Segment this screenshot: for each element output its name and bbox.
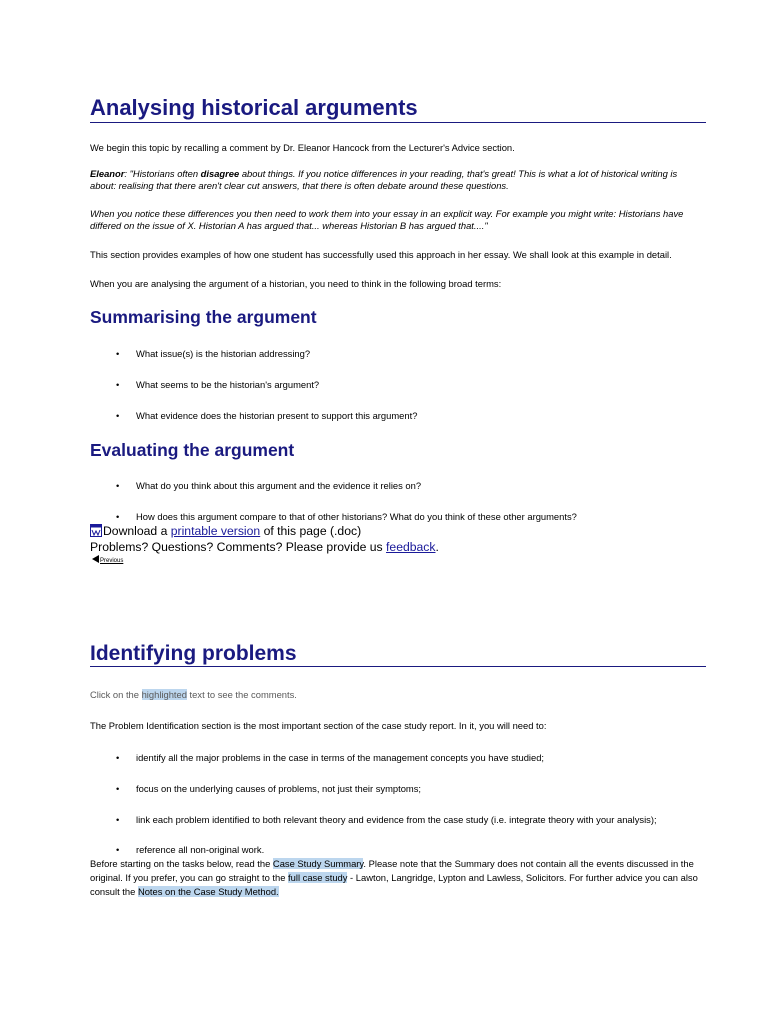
quote-speaker: Eleanor	[90, 168, 125, 179]
quote-emphasis: disagree	[200, 168, 240, 179]
list-item-text: What seems to be the historian's argument?	[136, 379, 320, 390]
closing-text-3: - Lawton, Langridge, Lypton and Lawless, Solicitors. For further advice you can also consult the	[90, 872, 698, 897]
bullet-icon: •	[116, 752, 120, 763]
quote-part2: about things. If you notice differences in your reading, that's great! This is what a lot of historical writing is about: realising that there aren't clear cut answers, that there is often debate around these questions.	[90, 168, 678, 191]
list-item-text: How does this argument compare to that of other historians? What do you think of these other arguments?	[136, 511, 577, 522]
bullet-icon: •	[116, 348, 120, 359]
closing-text-2: . Please note that the Summary does not contain all the events discussed in the original. If you prefer, you can go straight to the	[90, 858, 694, 883]
bullet-icon: •	[116, 783, 120, 794]
doc-icon	[90, 524, 102, 537]
feedback-suffix: .	[435, 540, 439, 554]
case-study-notes-link[interactable]: Notes on the Case Study Method.	[137, 886, 279, 897]
printable-version-link[interactable]: printable version	[170, 524, 261, 538]
bullet-icon: •	[116, 379, 120, 390]
hint-highlight[interactable]: highlighted	[141, 689, 187, 700]
feedback-line	[90, 540, 439, 555]
case-study-summary-link[interactable]: Case Study Summary	[272, 858, 364, 869]
intro-paragraph: We begin this topic by recalling a comment by Dr. Eleanor Hancock from the Lecturer's Advice section.	[90, 142, 515, 153]
section-title-rule	[90, 666, 706, 667]
closing-paragraph	[90, 857, 706, 899]
hint-paragraph	[90, 689, 700, 701]
bullet-icon: •	[116, 511, 120, 522]
list-item-text: reference all non-original work.	[136, 844, 265, 855]
feedback-prefix: Problems? Questions? Comments? Please provide us	[90, 540, 387, 554]
quote-paragraph	[90, 168, 690, 191]
bullet-icon: •	[116, 814, 120, 825]
list-item-text: identify all the major problems in the case in terms of the management concepts you have studied;	[136, 752, 545, 763]
title-rule	[90, 122, 706, 123]
section-title: Identifying problems	[90, 642, 297, 665]
quote-paragraph-2: When you notice these differences you then need to work them into your essay in an explicit way. For example you might write: Historians have differed on the issue of X. Historian A has argued that... whereas Historian B has argued that...."	[90, 208, 684, 231]
feedback-link[interactable]: feedback	[386, 540, 436, 554]
left-arrow-icon	[92, 555, 99, 563]
previous-label: Previous	[100, 558, 124, 564]
download-suffix: of this page (.doc)	[260, 524, 362, 538]
summarising-heading: Summarising the argument	[90, 307, 317, 327]
list-item-text: What evidence does the historian present to support this argument?	[136, 410, 418, 421]
quote-part1: : "Historians often	[124, 168, 201, 179]
bullet-icon: •	[116, 410, 120, 421]
hint-prefix: Click on the	[90, 689, 142, 700]
bullet-icon: •	[116, 480, 120, 491]
page-title: Analysing historical arguments	[90, 95, 418, 120]
problem-intro: The Problem Identification section is the most important section of the case study report. In it, you will need to:	[90, 720, 547, 731]
examples-paragraph: This section provides examples of how one student has successfully used this approach in her essay. We shall look at this example in detail.	[90, 249, 672, 260]
previous-link[interactable]	[92, 555, 123, 564]
bullet-icon: •	[116, 844, 120, 855]
hint-suffix: text to see the comments.	[186, 689, 297, 700]
list-item-text: What do you think about this argument and the evidence it relies on?	[136, 480, 422, 491]
terms-paragraph: When you are analysing the argument of a historian, you need to think in the following broad terms:	[90, 278, 502, 289]
list-item-text: focus on the underlying causes of problems, not just their symptoms;	[136, 783, 422, 794]
download-prefix: Download a	[103, 524, 171, 538]
full-case-study-link[interactable]: full case study	[288, 872, 348, 883]
closing-text-1: Before starting on the tasks below, read the	[90, 858, 273, 869]
download-line	[90, 524, 361, 539]
list-item-text: What issue(s) is the historian addressing?	[136, 348, 311, 359]
evaluating-heading: Evaluating the argument	[90, 440, 295, 460]
list-item-text: link each problem identified to both relevant theory and evidence from the case study (i.e. integrate theory with your analysis);	[136, 814, 657, 825]
